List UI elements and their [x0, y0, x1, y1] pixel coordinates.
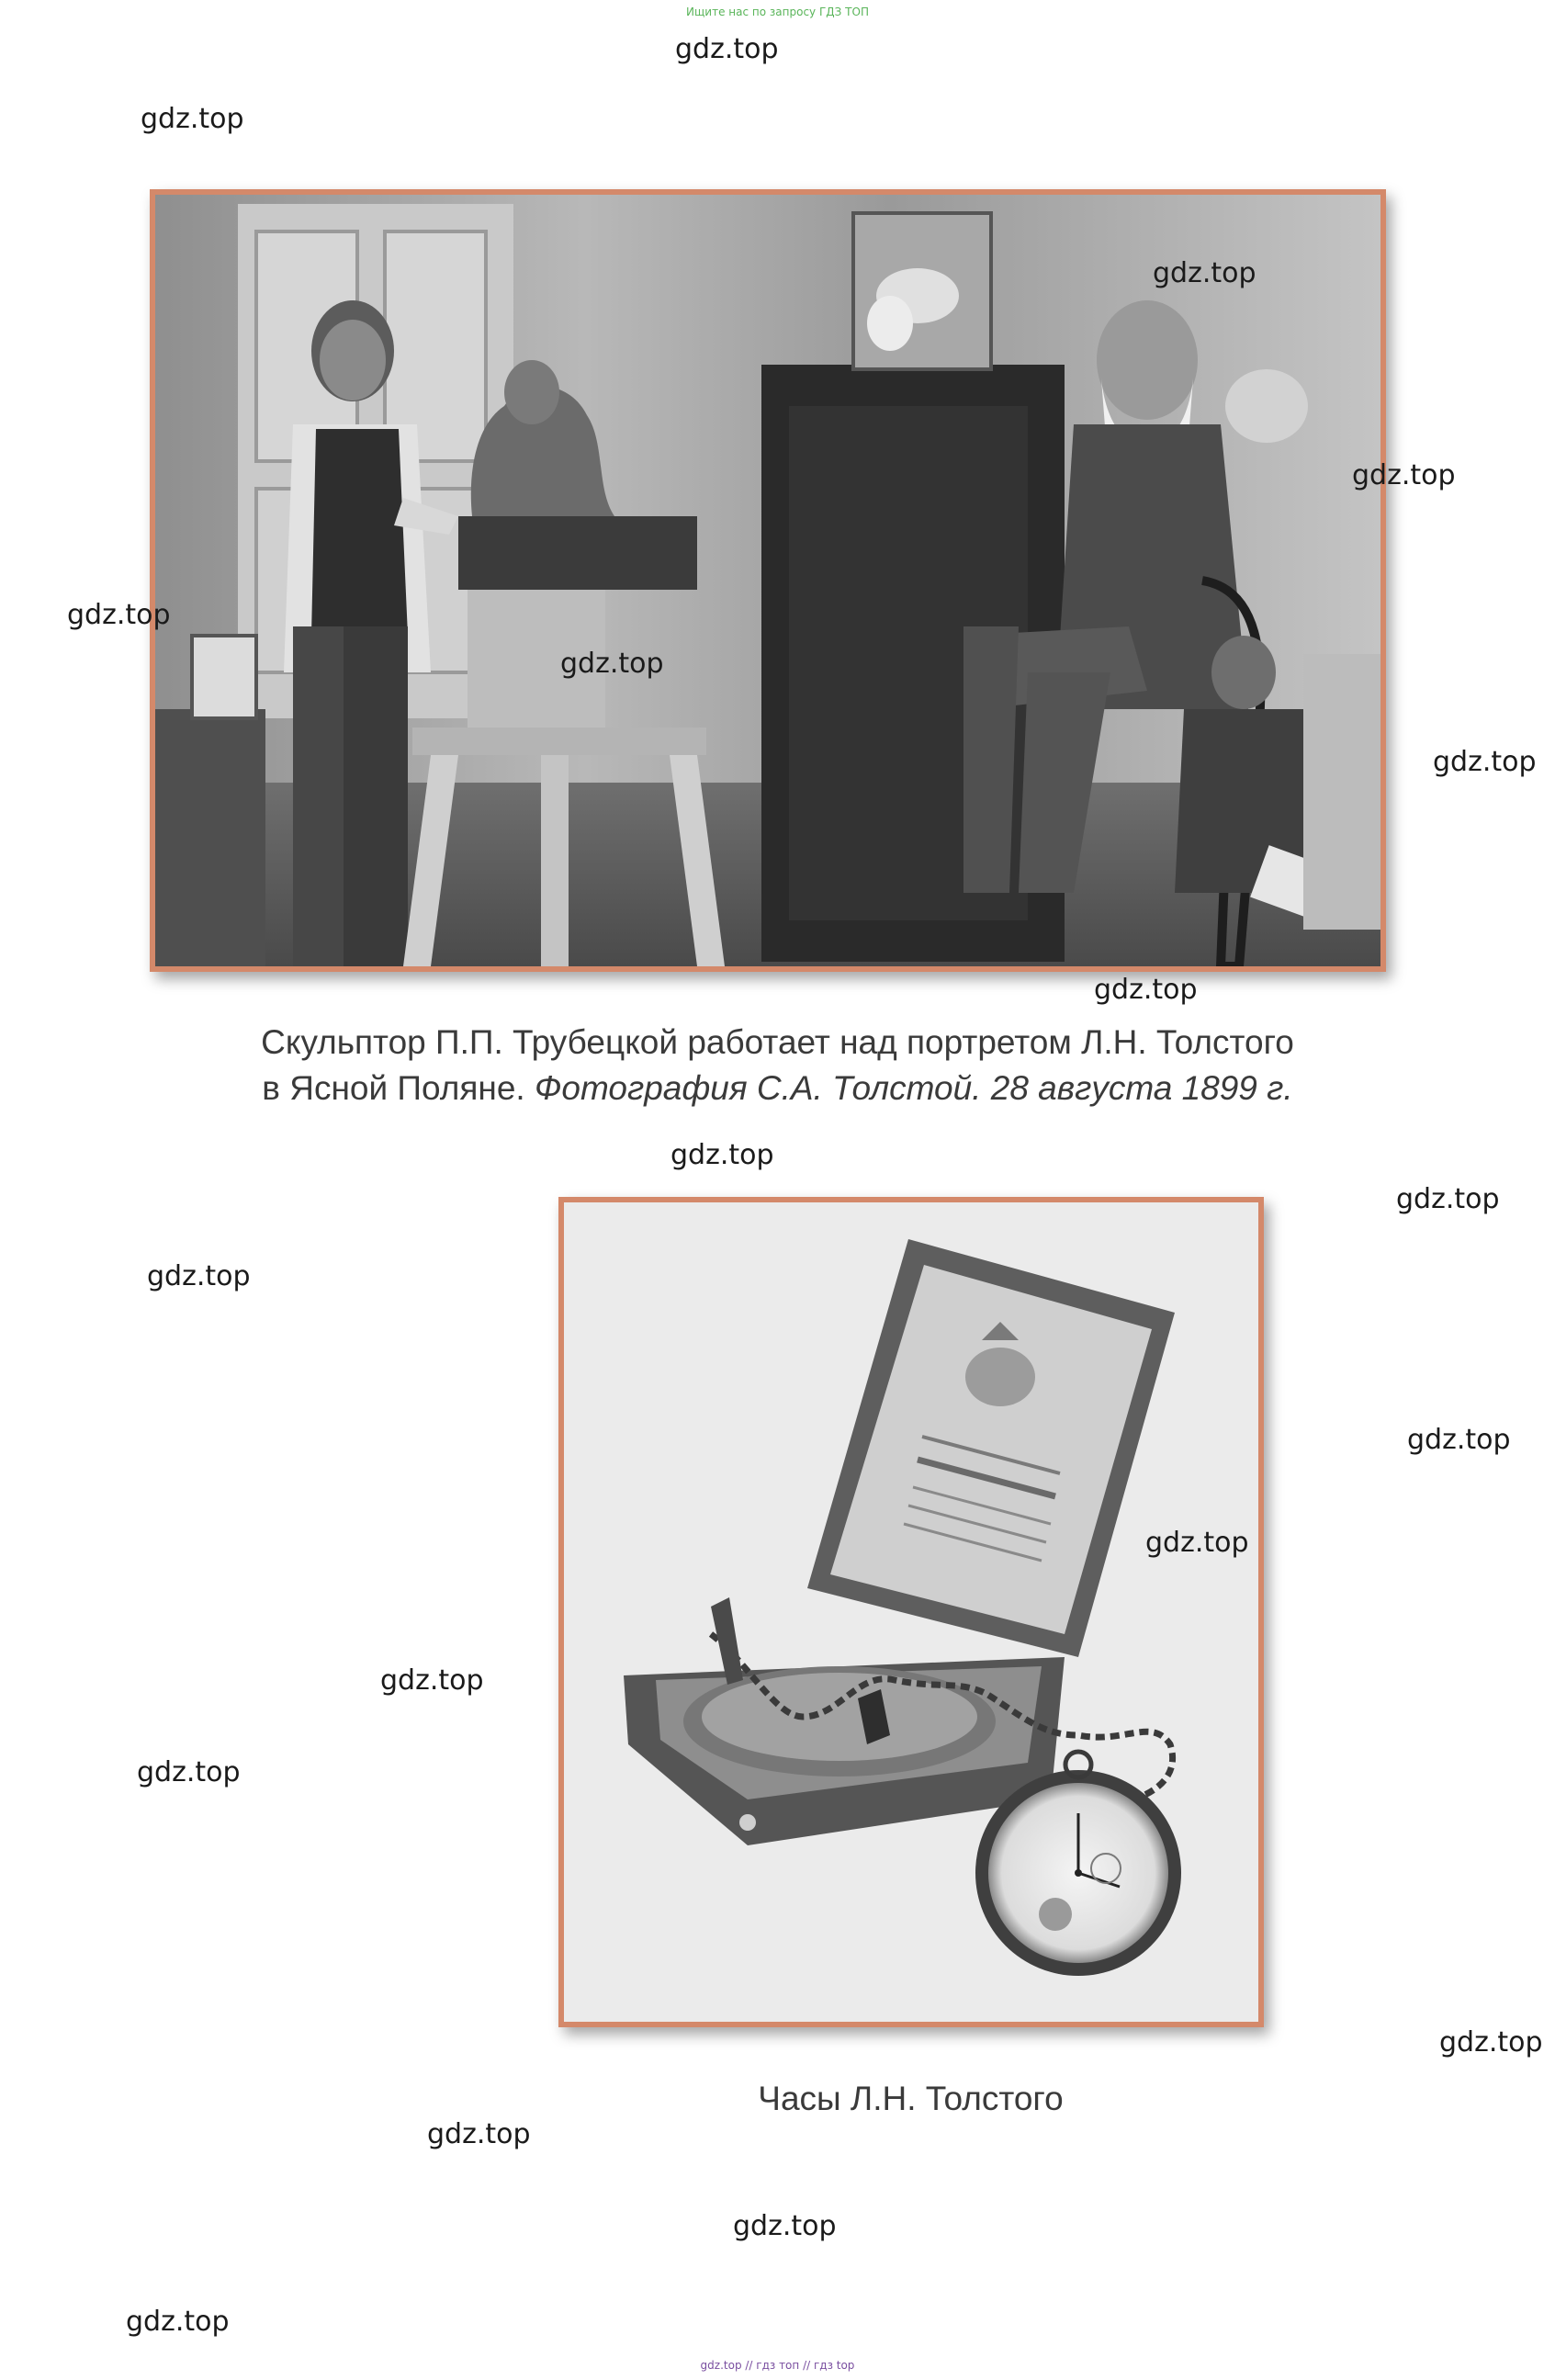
- watermark: gdz.top: [67, 599, 171, 631]
- caption-figure-1-place: в Ясной Поляне.: [262, 1069, 525, 1107]
- caption-figure-2: Часы Л.Н. Толстого: [758, 2080, 1064, 2117]
- watermark: gdz.top: [1407, 1424, 1511, 1456]
- photo-sculptor-tolstoy-image: [155, 195, 1380, 966]
- top-banner[interactable]: Ищите нас по запросу ГДЗ ТОП: [686, 6, 869, 18]
- watermark: gdz.top: [380, 1664, 484, 1697]
- watermark: gdz.top: [675, 33, 779, 65]
- watermark: gdz.top: [1094, 974, 1198, 1006]
- watermark: gdz.top: [733, 2210, 837, 2242]
- watermark: gdz.top: [137, 1756, 241, 1788]
- watermark: gdz.top: [1433, 746, 1537, 778]
- watermark: gdz.top: [560, 648, 664, 680]
- photo-tolstoy-watch: [558, 1197, 1264, 2027]
- watermark: gdz.top: [126, 2306, 230, 2338]
- caption-figure-1: [0, 1020, 1555, 1111]
- watermark: gdz.top: [1396, 1183, 1500, 1215]
- caption-figure-1-line-1: Скульптор П.П. Трубецкой работает над портретом Л.Н. Толстого: [261, 1023, 1294, 1061]
- photo-tolstoy-watch-image: [564, 1202, 1258, 2022]
- watermark: gdz.top: [147, 1260, 251, 1292]
- watermark: gdz.top: [1352, 459, 1456, 491]
- watermark: gdz.top: [670, 1139, 774, 1171]
- watermark: gdz.top: [1145, 1527, 1249, 1559]
- bottom-banner[interactable]: gdz.top // гдз топ // гдз top: [700, 2359, 855, 2372]
- watermark: gdz.top: [1439, 2026, 1543, 2059]
- photo-sculptor-tolstoy: [150, 189, 1386, 972]
- caption-figure-1-line-2: [0, 1066, 1555, 1111]
- watermark: gdz.top: [427, 2118, 531, 2150]
- watermark: gdz.top: [141, 103, 244, 135]
- watermark: gdz.top: [1153, 257, 1256, 289]
- caption-figure-1-credit: Фотография С.А. Толстой. 28 августа 1899 г.: [534, 1069, 1293, 1107]
